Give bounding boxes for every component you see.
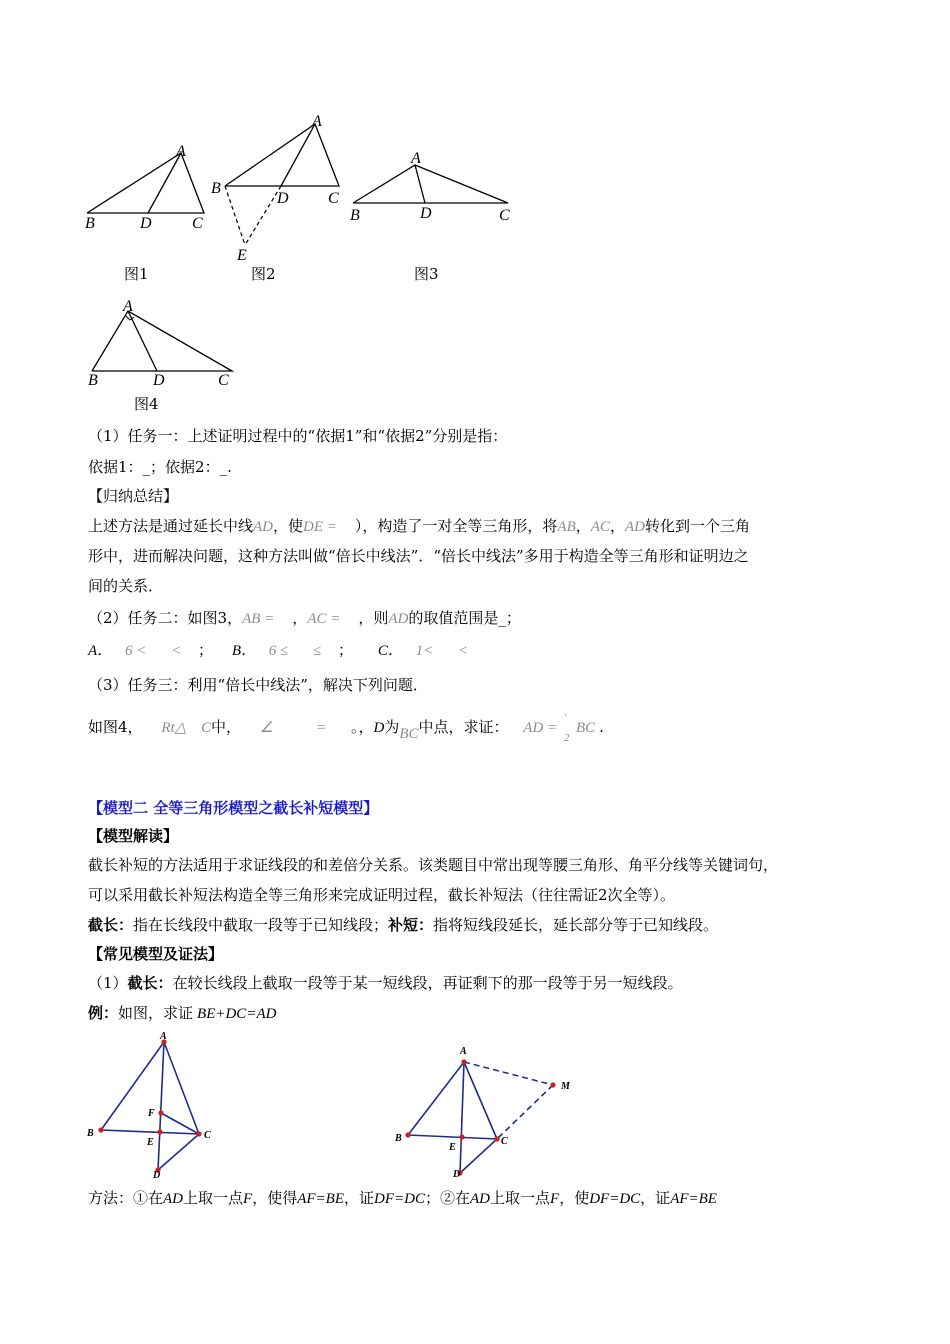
fig1-label-a: A (176, 143, 186, 160)
example-formula: BE+DC=AD (197, 1006, 277, 1022)
method-math: AD (163, 1191, 184, 1207)
option-c-math: 1< (415, 643, 434, 659)
method-math: F (243, 1191, 253, 1207)
fig5-label-f: F (148, 1108, 155, 1119)
option-b-math: 6 ≤ (268, 643, 289, 659)
fig1-label-b: B (85, 215, 95, 232)
task3-statement (88, 712, 604, 744)
case1-text: 在较长线段上截取一段等于某一短线段，再证剩下的那一段等于另一短线段。 (172, 974, 683, 992)
method-math: F (550, 1191, 560, 1207)
fig3-label-c: C (499, 207, 510, 224)
method-line (88, 1187, 717, 1210)
method-text: ，证 (344, 1189, 375, 1207)
method-text: ，使得 (252, 1189, 298, 1207)
model2-reading-heading: 【模型解读】 (88, 827, 179, 845)
model2-reading-line-1: 截长补短的方法适用于求证线段的和差倍分关系。该类题目中常出现等腰三角形、角平分线等关键词句， (88, 856, 779, 874)
fig3-label-b: B (350, 207, 360, 224)
fig3-caption: 图3 (414, 265, 439, 283)
pad-label: 补短： (388, 916, 434, 934)
math-ac: AC = (307, 611, 341, 627)
method-text: ，证 (640, 1189, 671, 1207)
figure-3-diagram (345, 145, 520, 230)
fig4-label-a: A (123, 298, 133, 315)
fig4-label-d: D (153, 372, 165, 389)
option-b-label: B． (231, 643, 256, 659)
point-m (550, 1082, 555, 1087)
method-math: AF=BE (670, 1191, 717, 1207)
task2-text: （2）任务二：如图3， (88, 609, 243, 627)
math-bc: BC (399, 726, 419, 742)
fig6-label-a: A (460, 1046, 467, 1057)
task2-options (88, 639, 468, 662)
fig5-label-b: B (87, 1128, 94, 1139)
summary-line-1 (88, 515, 750, 538)
point-e (459, 1134, 464, 1139)
model2-reading-line-2: 可以采用截长补短法构造全等三角形来完成证明过程，截长补短法（往往需证2次全等）。 (88, 886, 676, 904)
figure-6-diagram (390, 1040, 580, 1185)
option-c-label: C． (377, 643, 403, 659)
common-models-heading: 【常见模型及证法】 (88, 945, 224, 963)
option-b-math: ≤ (313, 643, 322, 659)
summary-text: ， (609, 517, 625, 535)
fig6-label-e: E (449, 1142, 456, 1153)
point-b (98, 1127, 103, 1132)
case1-label: 截长： (127, 974, 173, 992)
fig2-caption: 图2 (251, 265, 276, 283)
task2-text: ，则 (358, 609, 389, 627)
option-separator: ； (338, 641, 354, 659)
math-ac: AC (590, 519, 610, 535)
fig6-label-c: C (501, 1136, 508, 1147)
summary-text: 转化到一个三角 (644, 517, 750, 535)
math-point-d: D (373, 720, 385, 736)
fig6-label-m: M (561, 1081, 570, 1092)
example-label: 例： (88, 1004, 119, 1022)
fig5-label-e: E (147, 1137, 154, 1148)
fig1-label-d: D (140, 215, 152, 232)
model2-definitions (88, 914, 718, 936)
task1-answer: 依据1：_；依据2：_. (88, 458, 232, 476)
fig6-label-d: D (453, 1169, 461, 1180)
fig5-label-a: A (160, 1031, 167, 1042)
figure-4 (82, 293, 242, 393)
fig5-label-d: D (153, 1170, 161, 1181)
fig3-label-d: D (420, 205, 432, 222)
summary-text: ），构造了一对全等三角形，将 (354, 517, 558, 535)
fraction-denominator: 2 (563, 732, 570, 744)
math-equals: = (316, 720, 327, 736)
summary-text: ， (575, 517, 591, 535)
math-ad-eq: AD = (523, 720, 558, 736)
figure-1 (80, 140, 210, 240)
fig3-label-a: A (411, 150, 421, 167)
method-text: ；②在 (424, 1189, 470, 1207)
summary-line-3: 间的关系． (88, 577, 164, 595)
pad-text: 指将短线段延长，延长部分等于已知线段。 (433, 916, 719, 934)
task3-text: 如图4， (88, 718, 143, 736)
fraction-numerator: ' (563, 712, 567, 724)
method-text: 上取一点 (490, 1189, 551, 1207)
method-math: DF=DC (589, 1191, 641, 1207)
summary-text: 上述方法是通过延长中线 (88, 517, 254, 535)
summary-heading: 【归纳总结】 (88, 487, 179, 505)
option-a-math: 6 < (124, 643, 147, 659)
fig2-label-d: D (277, 190, 289, 207)
task2-text: 的取值范围是_； (408, 609, 521, 627)
summary-line-2: 形中，进而解决问题，这种方法叫做“倍长中线法”．“倍长中线法”多用于构造全等三角形和证明边之 (88, 547, 749, 565)
task2-text: ， (292, 609, 308, 627)
math-ad: AD (253, 519, 274, 535)
figure-1-diagram (80, 140, 210, 240)
task3-text: 中， (211, 718, 242, 736)
option-c-math: < (458, 643, 469, 659)
option-separator: ； (198, 641, 214, 659)
fig4-label-c: C (218, 372, 229, 389)
math-bc: BC (575, 720, 596, 736)
method-math: DF=DC (374, 1191, 425, 1207)
fig5-label-c: C (204, 1130, 211, 1141)
fig1-label-c: C (192, 215, 203, 232)
math-rt-triangle: Rt△ (161, 720, 187, 736)
fig6-label-b: B (395, 1133, 402, 1144)
math-ad: AD (624, 519, 645, 535)
fig2-label-c: C (328, 190, 339, 207)
point-a (461, 1059, 466, 1064)
task3-text: 为 (384, 718, 400, 736)
summary-text: ，使 (273, 517, 304, 535)
fig1-caption: 图1 (124, 265, 149, 283)
fig2-label-e: E (237, 247, 247, 264)
point-f (158, 1110, 163, 1115)
task1-question: （1）任务一：上述证明过程中的“依据1”和“依据2”分别是指： (88, 427, 508, 445)
figure-4-diagram (82, 293, 242, 393)
task2-question (88, 607, 521, 630)
math-ab: AB (557, 519, 576, 535)
fig4-label-b: B (88, 372, 98, 389)
figure-2 (205, 112, 355, 267)
task3-text: 。， (350, 718, 374, 736)
method-text: ，使 (559, 1189, 590, 1207)
figure-6 (390, 1040, 580, 1185)
cut-label: 截长： (88, 916, 134, 934)
fig4-caption: 图4 (134, 395, 159, 413)
math-de: DE = (303, 519, 337, 535)
option-a-label: A． (88, 643, 113, 659)
method-math: AF=BE (297, 1191, 344, 1207)
task3-text: 中点，求证： (418, 718, 509, 736)
example-text: 如图，求证 (118, 1004, 194, 1022)
method-text: 方法：①在 (88, 1189, 164, 1207)
case1-line (88, 972, 683, 994)
figure-2-diagram (205, 112, 355, 267)
math-ad: AD (388, 611, 409, 627)
point-c (196, 1131, 201, 1136)
model2-title: 【模型二 全等三角形模型之截长补短模型】 (88, 799, 379, 817)
method-text: 上取一点 (183, 1189, 244, 1207)
point-b (405, 1132, 410, 1137)
task3-text: . (599, 718, 604, 736)
math-vertex-c: C (200, 720, 211, 736)
math-angle: ∠ (259, 720, 274, 736)
cut-text: 指在长线段中截取一段等于已知线段； (133, 916, 389, 934)
point-e (157, 1129, 162, 1134)
case1-prefix: （1） (88, 974, 128, 992)
method-math: AD (470, 1191, 490, 1207)
math-fraction (562, 712, 576, 744)
example-line (88, 1002, 276, 1025)
task3-question: （3）任务三：利用“倍长中线法”，解决下列问题． (88, 676, 428, 694)
math-ab: AB = (242, 611, 275, 627)
figure-3 (345, 145, 520, 230)
point-c (494, 1136, 499, 1141)
figure-5 (82, 1032, 222, 1182)
figure-5-diagram (82, 1032, 222, 1182)
fig2-label-b: B (211, 180, 221, 197)
fig2-label-a: A (312, 113, 322, 130)
option-a-math: < (171, 643, 182, 659)
